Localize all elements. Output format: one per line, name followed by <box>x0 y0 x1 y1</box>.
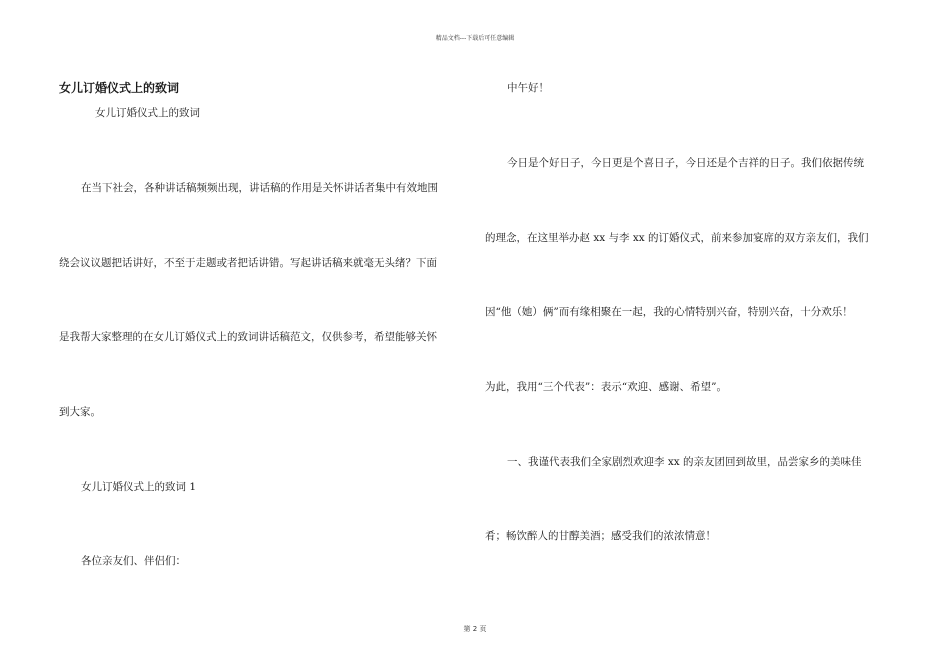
page-header: 精品文档---下载后可任意编辑 <box>435 35 515 42</box>
document-subtitle: 女儿订婚仪式上的致词 <box>95 107 200 119</box>
paragraph-line: 肴；畅饮醉人的甘醇美酒；感受我们的浓浓情意！ <box>485 530 716 542</box>
paragraph-line: 今日是个好日子，今日更是个喜日子，今日还是个吉祥的日子。我们依据传统 <box>507 157 864 169</box>
document-title: 女儿订婚仪式上的致词 <box>59 81 180 95</box>
paragraph-line: 为此，我用“三个代表”：表示“欢迎、感谢、希望”。 <box>485 381 727 393</box>
salutation: 各位亲友们、伴侣们： <box>81 555 186 567</box>
paragraph-line: 到大家。 <box>59 406 101 418</box>
paragraph-line: 因“他（她）俩”而有缘相聚在一起，我的心情特别兴奋，特别兴奋，十分欢乐！ <box>485 306 853 318</box>
paragraph-line: 一、我谨代表我们全家剧烈欢迎李 xx 的亲友团回到故里，品尝家乡的美味佳 <box>507 456 862 468</box>
paragraph-line: 的理念，在这里举办赵 xx 与李 xx 的订婚仪式，前来参加宴席的双方亲友们，我们 <box>485 232 869 244</box>
paragraph-line: 是我帮大家整理的在女儿订婚仪式上的致词讲话稿范文，仅供参考，希望能够关怀 <box>59 331 437 343</box>
section-heading: 女儿订婚仪式上的致词 1 <box>81 481 197 493</box>
paragraph-line: 绕会议议题把话讲好，不至于走题或者把话讲错。写起讲话稿来就毫无头绪？下面 <box>59 257 437 269</box>
paragraph-line: 在当下社会，各种讲话稿频频出现，讲话稿的作用是关怀讲话者集中有效地围 <box>81 182 438 194</box>
greeting: 中午好！ <box>507 82 549 94</box>
page-number: 第 2 页 <box>463 625 487 633</box>
